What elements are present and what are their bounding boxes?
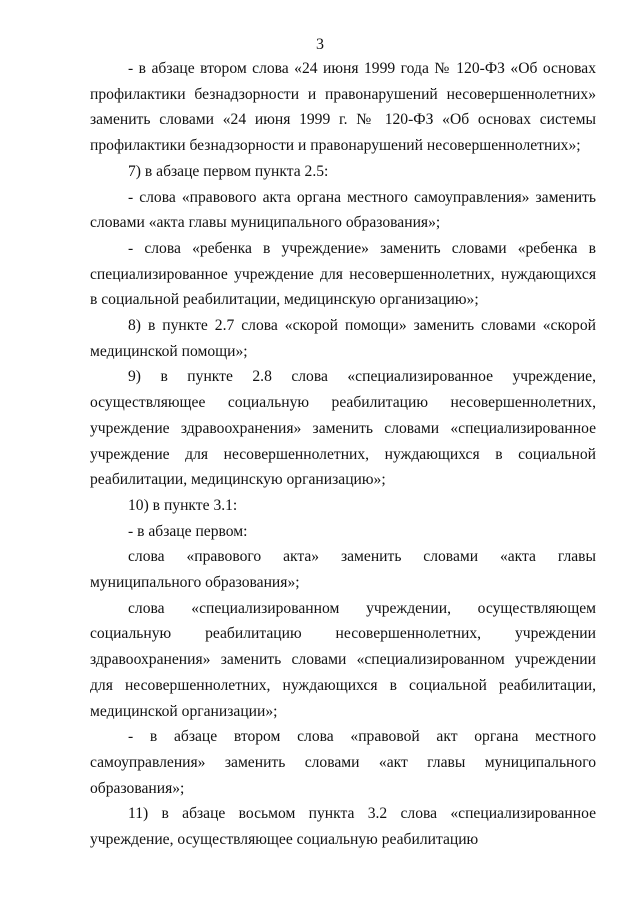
paragraph-item-7-words-child: - слова «ребенка в учреждение» заменить словами «ребенка в специализированное учреждение для несовершеннолетних, нуждающихся в социальной реабилитации, медицинскую организацию»; bbox=[90, 239, 596, 309]
paragraph-item-7-words-legal-act: - слова «правового акта органа местного самоуправления» заменить словами «акта главы муниципального образования»; bbox=[90, 188, 596, 232]
paragraph-item-7: 7) в абзаце первом пункта 2.5: bbox=[128, 162, 329, 180]
paragraph-item-10-first-abzac: - в абзаце первом: bbox=[128, 522, 248, 540]
paragraph-item-11: 11) в абзаце восьмом пункта 3.2 слова «специализированное учреждение, осуществляющее социальную реабилитацию bbox=[90, 805, 596, 849]
paragraph-item-8: 8) в пункте 2.7 слова «скорой помощи» заменить словами «скорой медицинской помощи»; bbox=[90, 317, 596, 360]
page-number: 3 bbox=[316, 36, 324, 53]
paragraph-item-10-words-institution: слова «специализированном учреждении, осуществляющем социальную реабилитацию несовершеннолетних, учреждении здравоохранения» заменить словами «специализированном учреждении для несовершеннолетних, нуждающихся в социальной реабилитации, медицинской организации»; bbox=[90, 599, 596, 720]
paragraph-item-10: 10) в пункте 3.1: bbox=[128, 496, 238, 514]
document-body bbox=[90, 56, 596, 853]
paragraph-item-10-words-legal-act: слова «правового акта» заменить словами «акта главы муниципального образования»; bbox=[90, 548, 596, 592]
paragraph-item-9: 9) в пункте 2.8 слова «специализированное учреждение, осуществляющее социальную реабилитацию несовершеннолетних, учреждение здравоохранения» заменить словами «специализированное учреждение для несовершеннолетних, нуждающихся в социальной реабилитации, медицинскую организацию»; bbox=[90, 368, 596, 489]
paragraph-item-10-second-abzac: - в абзаце втором слова «правовой акт органа местного самоуправления» заменить словами «акт главы муниципального образования»; bbox=[90, 728, 596, 797]
paragraph-amend-second-abzac: - в абзаце втором слова «24 июня 1999 года № 120-ФЗ «Об основах профилактики безнадзорности и правонарушений несовершеннолетних» заменить словами «24 июня 1999 г. № 120-ФЗ «Об основах системы профилактики безнадзорности и правонарушений несовершеннолетних»; bbox=[90, 60, 596, 155]
